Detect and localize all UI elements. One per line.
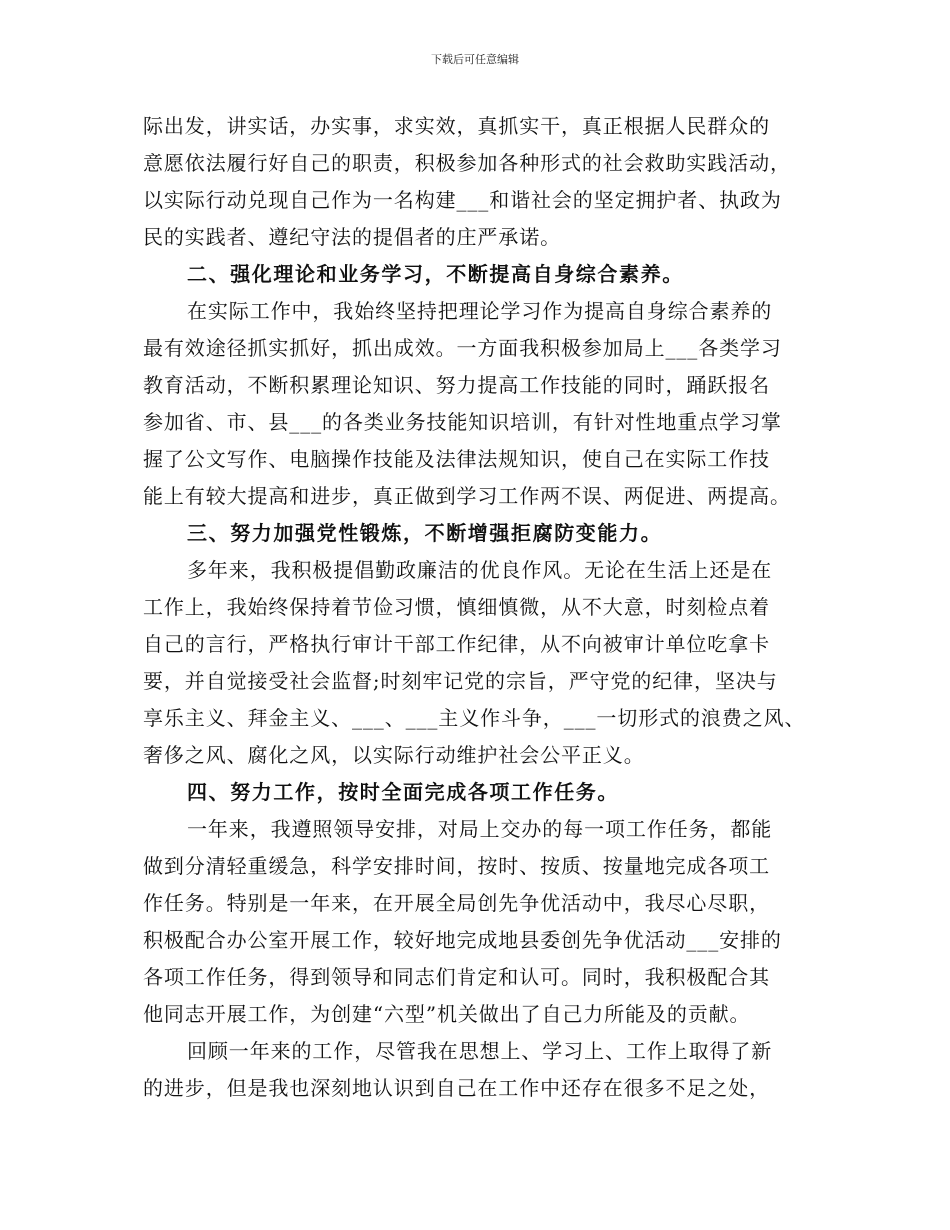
text-line: 以实际行动兑现自己作为一名构建___和谐社会的坚定拥护者、执政为 (143, 188, 782, 212)
text-line: 际出发，讲实话，办实事，求实效，真抓实干，真正根据人民群众的 (143, 114, 770, 138)
paragraph-start-line: 在实际工作中，我始终坚持把理论学习作为提高自身综合素养的 (187, 299, 773, 323)
paragraph-start-line: 多年来，我积极提倡勤政廉洁的优良作风。无论在生活上还是在 (187, 558, 773, 582)
text-line: 工作上，我始终保持着节俭习惯，慎细慎微，从不大意，时刻检点着 (143, 595, 770, 619)
page-header: 下载后可任意编辑 (431, 53, 519, 66)
text-line: 最有效途径抓实抓好，抓出成效。一方面我积极参加局上___各类学习 (143, 336, 782, 360)
text-line: 自己的言行，严格执行审计干部工作纪律，从不向被审计单位吃拿卡 (143, 632, 770, 656)
text-line: 民的实践者、遵纪守法的提倡者的庄严承诺。 (143, 225, 561, 249)
text-line: 奢侈之风、腐化之风，以实际行动维护社会公平正义。 (143, 743, 645, 767)
text-line: 他同志开展工作，为创建“六型”机关做出了自己力所能及的贡献。 (143, 1002, 751, 1026)
paragraph-start-line: 一年来，我遵照领导安排，对局上交办的每一项工作任务，都能 (187, 817, 773, 841)
section-heading: 二、强化理论和业务学习，不断提高自身综合素养。 (187, 262, 684, 286)
text-line: 的进步，但是我也深刻地认识到自己在工作中还存在很多不足之处， (143, 1076, 770, 1100)
text-line: 要，并自觉接受社会监督;时刻牢记党的宗旨，严守党的纪律，坚决与 (143, 669, 778, 693)
document-body (143, 108, 843, 1107)
text-line: 做到分清轻重缓急，科学安排时间，按时、按质、按量地完成各项工 (143, 854, 770, 878)
section-heading: 四、努力工作，按时全面完成各项工作任务。 (187, 780, 619, 804)
text-line: 作任务。特别是一年来，在开展全局创先争优活动中，我尽心尽职， (143, 891, 770, 915)
text-line: 意愿依法履行好自己的职责，积极参加各种形式的社会救助实践活动， (143, 151, 791, 175)
text-line: 享乐主义、拜金主义、___、___主义作斗争，___一切形式的浪费之风、 (143, 706, 806, 730)
paragraph-start-line: 回顾一年来的工作，尽管我在思想上、学习上、工作上取得了新 (187, 1039, 773, 1063)
text-line: 教育活动，不断积累理论知识、努力提高工作技能的同时，踊跃报名 (143, 373, 770, 397)
text-line: 握了公文写作、电脑操作技能及法律法规知识，使自己在实际工作技 (143, 447, 770, 471)
text-line: 积极配合办公室开展工作，较好地完成地县委创先争优活动___安排的 (143, 928, 782, 952)
text-line: 能上有较大提高和进步，真正做到学习工作两不误、两促进、两提高。 (143, 484, 791, 508)
text-line: 各项工作任务，得到领导和同志们肯定和认可。同时，我积极配合其 (143, 965, 770, 989)
section-heading: 三、努力加强党性锻炼，不断增强拒腐防变能力。 (187, 521, 663, 545)
text-line: 参加省、市、县___的各类业务技能知识培训，有针对性地重点学习掌 (143, 410, 782, 434)
